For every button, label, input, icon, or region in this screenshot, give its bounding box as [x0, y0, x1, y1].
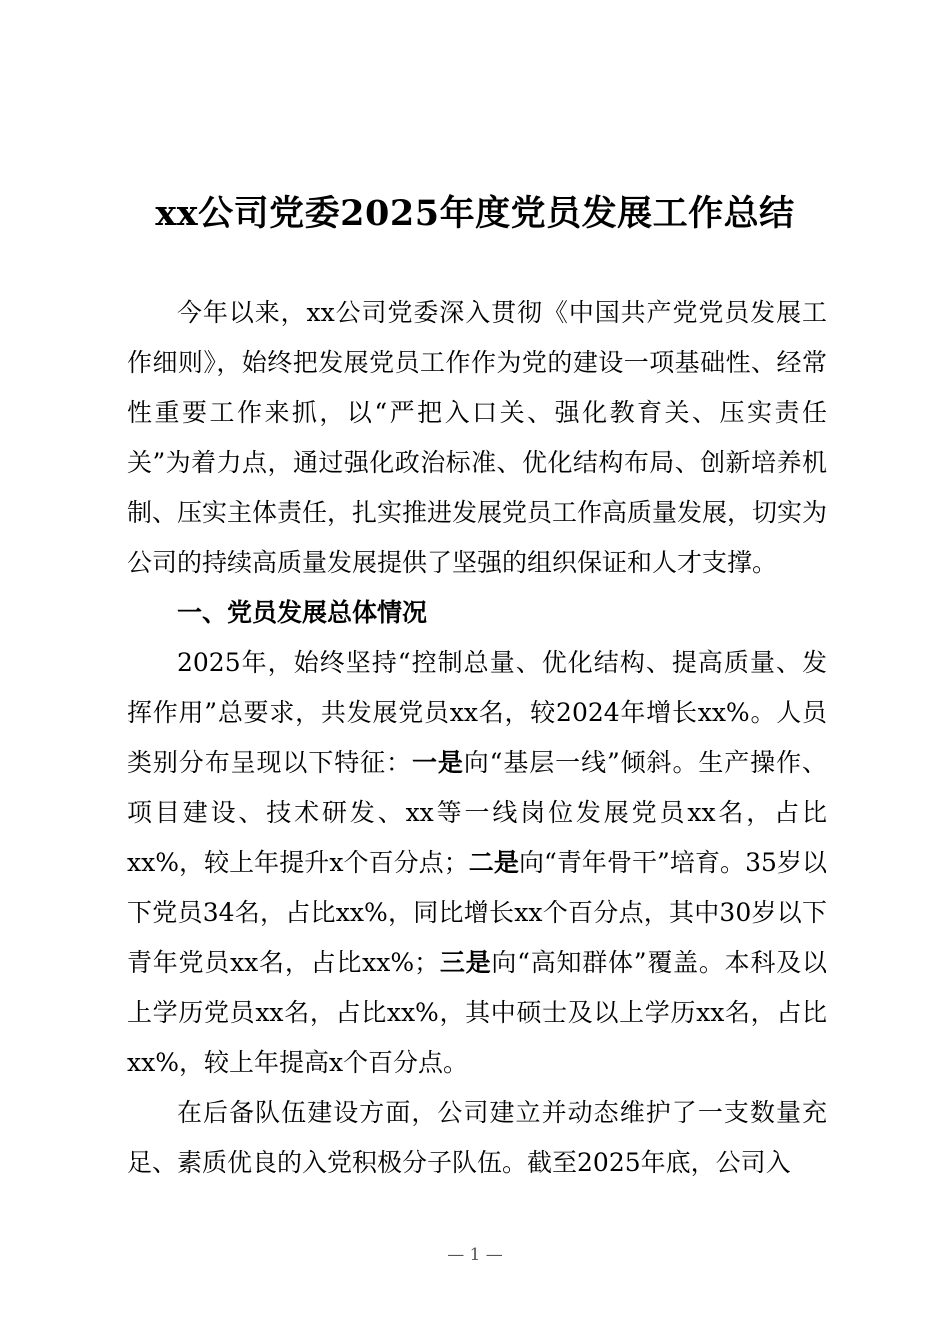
overview-paragraph [127, 638, 827, 1088]
document-body [127, 288, 827, 1188]
point-one-label: 一是 [411, 748, 464, 777]
section-heading-1: 一、党员发展总体情况 [177, 598, 428, 627]
overview-text-3: 向“青年骨干”培育。35岁以下党员34名，占比xx%，同比增长xx个百分点，其中30岁以下青年党员xx名，占比xx%； [127, 848, 827, 977]
overview-text-1: 2025年，始终坚持“控制总量、优化结构、提高质量、发挥作用”总要求，共发展党员xx名，较2024年增长xx%。人员类别分布呈现以下特征： [127, 648, 827, 777]
point-two-label: 二是 [468, 848, 519, 877]
page-number: — 1 — [447, 1245, 503, 1265]
reserve-team-paragraph: 在后备队伍建设方面，公司建立并动态维护了一支数量充足、素质优良的入党积极分子队伍。截至2025年底，公司入 [127, 1098, 827, 1177]
overview-text-4: 向“高知群体”覆盖。本科及以上学历党员xx名，占比xx%，其中硕士及以上学历xx名，占比xx%，较上年提高x个百分点。 [127, 948, 827, 1077]
point-three-label: 三是 [439, 948, 492, 977]
document-title: xx公司党委2025年度党员发展工作总结 [155, 193, 795, 234]
overview-text-2: 向“基层一线”倾斜。生产操作、项目建设、技术研发、xx等一线岗位发展党员xx名，占比xx%，较上年提升x个百分点； [127, 748, 827, 877]
intro-paragraph: 今年以来，xx公司党委深入贯彻《中国共产党党员发展工作细则》，始终把发展党员工作作为党的建设一项基础性、经常性重要工作来抓，以“严把入口关、强化教育关、压实责任关”为着力点，通过强化政治标准、优化结构布局、创新培养机制、压实主体责任，扎实推进发展党员工作高质量发展，切实为公司的持续高质量发展提供了坚强的组织保证和人才支撑。 [127, 298, 828, 577]
